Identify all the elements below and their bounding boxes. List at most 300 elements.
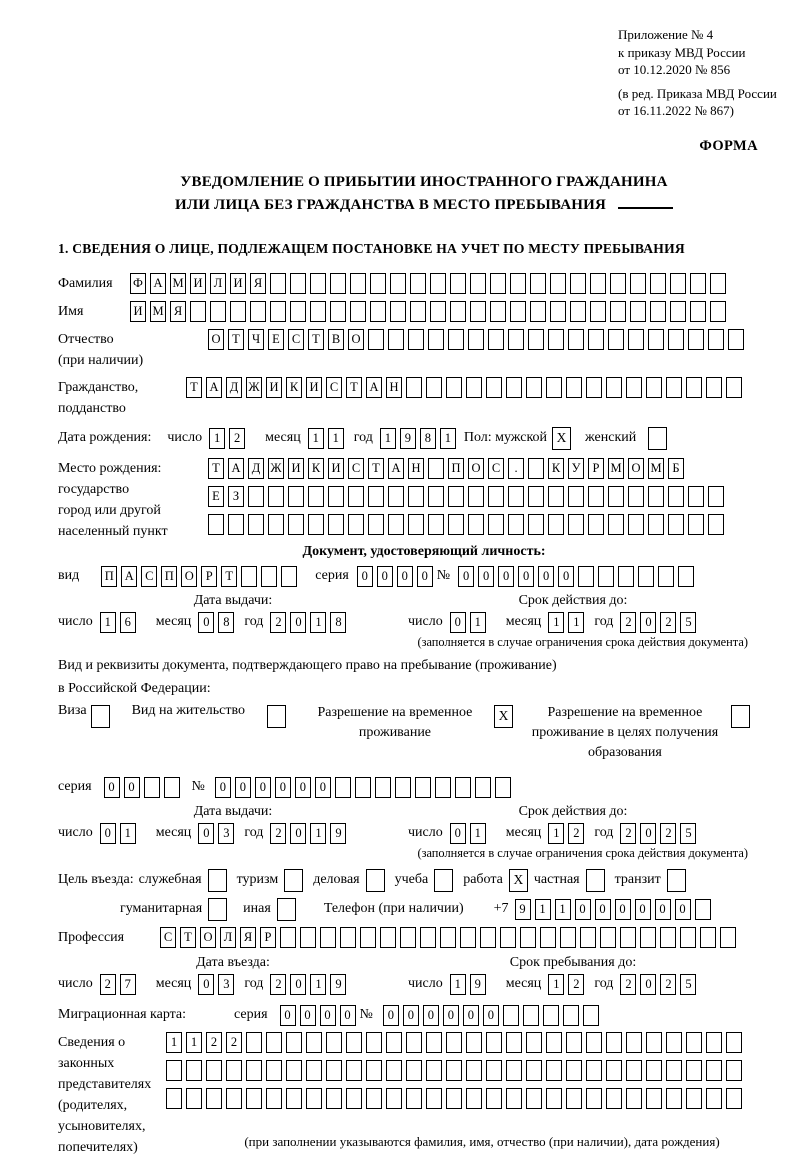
char-cell[interactable] [368, 486, 384, 507]
char-cell[interactable]: О [208, 329, 224, 350]
char-cell[interactable]: 0 [498, 566, 514, 587]
char-cell[interactable]: 0 [280, 1005, 296, 1026]
char-cell[interactable] [426, 1060, 442, 1081]
char-cell[interactable]: 1 [548, 974, 564, 995]
char-cell[interactable] [583, 1005, 599, 1026]
char-cell[interactable]: Е [268, 329, 284, 350]
char-cell[interactable] [210, 301, 226, 322]
char-cell[interactable] [650, 273, 666, 294]
char-cell[interactable] [510, 273, 526, 294]
char-cell[interactable] [506, 377, 522, 398]
char-cell[interactable]: 2 [100, 974, 116, 995]
char-cell[interactable]: 0 [357, 566, 373, 587]
char-cell[interactable] [528, 458, 544, 479]
char-cell[interactable] [281, 566, 297, 587]
char-cell[interactable]: 0 [640, 974, 656, 995]
char-cell[interactable] [340, 927, 356, 948]
char-cell[interactable] [428, 458, 444, 479]
char-cell[interactable] [208, 898, 227, 921]
char-cell[interactable] [310, 301, 326, 322]
char-cell[interactable] [626, 1060, 642, 1081]
char-cell[interactable]: 1 [310, 823, 326, 844]
char-cell[interactable]: 1 [308, 428, 324, 449]
char-cell[interactable]: 0 [478, 566, 494, 587]
char-cell[interactable]: Ч [248, 329, 264, 350]
char-cell[interactable] [370, 301, 386, 322]
char-cell[interactable] [588, 329, 604, 350]
char-cell[interactable] [680, 927, 696, 948]
char-cell[interactable] [164, 777, 180, 798]
char-cell[interactable] [646, 1088, 662, 1109]
char-cell[interactable] [428, 486, 444, 507]
char-cell[interactable] [488, 329, 504, 350]
char-cell[interactable] [246, 1088, 262, 1109]
char-cell[interactable] [690, 301, 706, 322]
char-cell[interactable] [608, 329, 624, 350]
char-cell[interactable] [566, 377, 582, 398]
char-cell[interactable] [241, 566, 257, 587]
char-cell[interactable] [350, 273, 366, 294]
char-cell[interactable] [406, 1060, 422, 1081]
char-cell[interactable] [450, 301, 466, 322]
char-cell[interactable] [284, 869, 303, 892]
char-cell[interactable]: А [206, 377, 222, 398]
char-cell[interactable] [628, 514, 644, 535]
char-cell[interactable] [186, 1088, 202, 1109]
char-cell[interactable]: 2 [270, 823, 286, 844]
char-cell[interactable]: К [548, 458, 564, 479]
char-cell[interactable] [266, 1088, 282, 1109]
char-cell[interactable] [330, 301, 346, 322]
char-cell[interactable]: А [121, 566, 137, 587]
char-cell[interactable]: 0 [215, 777, 231, 798]
char-cell[interactable]: 0 [655, 899, 671, 920]
char-cell[interactable]: 0 [377, 566, 393, 587]
char-cell[interactable] [366, 869, 385, 892]
char-cell[interactable] [406, 1032, 422, 1053]
char-cell[interactable]: Т [346, 377, 362, 398]
char-cell[interactable] [375, 777, 391, 798]
char-cell[interactable] [600, 927, 616, 948]
char-cell[interactable] [710, 301, 726, 322]
char-cell[interactable] [706, 377, 722, 398]
char-cell[interactable]: Б [668, 458, 684, 479]
char-cell[interactable] [543, 1005, 559, 1026]
char-cell[interactable]: 0 [300, 1005, 316, 1026]
char-cell[interactable]: 0 [320, 1005, 336, 1026]
char-cell[interactable]: 0 [198, 974, 214, 995]
char-cell[interactable]: Я [240, 927, 256, 948]
char-cell[interactable] [446, 1060, 462, 1081]
char-cell[interactable] [708, 486, 724, 507]
char-cell[interactable] [406, 1088, 422, 1109]
char-cell[interactable]: 2 [620, 974, 636, 995]
char-cell[interactable] [346, 1060, 362, 1081]
char-cell[interactable] [266, 1060, 282, 1081]
char-cell[interactable] [428, 329, 444, 350]
char-cell[interactable] [366, 1032, 382, 1053]
char-cell[interactable] [650, 301, 666, 322]
char-cell[interactable] [226, 1088, 242, 1109]
char-cell[interactable]: 3 [218, 823, 234, 844]
char-cell[interactable] [440, 927, 456, 948]
char-cell[interactable] [686, 377, 702, 398]
char-cell[interactable]: З [228, 486, 244, 507]
char-cell[interactable]: 8 [420, 428, 436, 449]
char-cell[interactable]: 1 [100, 612, 116, 633]
char-cell[interactable] [300, 927, 316, 948]
char-cell[interactable]: 9 [400, 428, 416, 449]
char-cell[interactable]: Ф [130, 273, 146, 294]
char-cell[interactable]: П [101, 566, 117, 587]
char-cell[interactable] [408, 329, 424, 350]
char-cell[interactable]: 9 [470, 974, 486, 995]
char-cell[interactable] [510, 301, 526, 322]
char-cell[interactable] [144, 777, 160, 798]
char-cell[interactable] [646, 1060, 662, 1081]
char-cell[interactable] [648, 514, 664, 535]
char-cell[interactable]: Я [170, 301, 186, 322]
char-cell[interactable] [208, 514, 224, 535]
char-cell[interactable] [568, 486, 584, 507]
char-cell[interactable] [390, 301, 406, 322]
char-cell[interactable] [560, 927, 576, 948]
char-cell[interactable]: Н [408, 458, 424, 479]
char-cell[interactable]: 1 [328, 428, 344, 449]
char-cell[interactable]: М [150, 301, 166, 322]
char-cell[interactable]: Д [248, 458, 264, 479]
char-cell[interactable]: X [552, 427, 571, 450]
char-cell[interactable] [495, 777, 511, 798]
char-cell[interactable] [328, 514, 344, 535]
char-cell[interactable] [370, 273, 386, 294]
char-cell[interactable] [475, 777, 491, 798]
char-cell[interactable]: О [628, 458, 644, 479]
char-cell[interactable] [426, 377, 442, 398]
char-cell[interactable] [568, 514, 584, 535]
char-cell[interactable] [586, 869, 605, 892]
char-cell[interactable] [310, 273, 326, 294]
char-cell[interactable] [448, 486, 464, 507]
char-cell[interactable] [548, 329, 564, 350]
char-cell[interactable] [598, 566, 614, 587]
char-cell[interactable] [550, 301, 566, 322]
char-cell[interactable] [267, 705, 286, 728]
char-cell[interactable]: 0 [558, 566, 574, 587]
char-cell[interactable]: 3 [218, 974, 234, 995]
char-cell[interactable]: Т [368, 458, 384, 479]
char-cell[interactable] [706, 1032, 722, 1053]
char-cell[interactable] [355, 777, 371, 798]
char-cell[interactable] [606, 1088, 622, 1109]
char-cell[interactable] [268, 486, 284, 507]
char-cell[interactable] [678, 566, 694, 587]
char-cell[interactable] [270, 273, 286, 294]
char-cell[interactable] [434, 869, 453, 892]
char-cell[interactable] [640, 927, 656, 948]
char-cell[interactable]: 0 [417, 566, 433, 587]
char-cell[interactable]: С [326, 377, 342, 398]
char-cell[interactable]: 2 [660, 612, 676, 633]
char-cell[interactable] [570, 301, 586, 322]
char-cell[interactable] [468, 329, 484, 350]
char-cell[interactable] [348, 486, 364, 507]
char-cell[interactable] [286, 1088, 302, 1109]
char-cell[interactable]: 0 [104, 777, 120, 798]
char-cell[interactable] [468, 486, 484, 507]
char-cell[interactable] [586, 1088, 602, 1109]
char-cell[interactable] [508, 486, 524, 507]
char-cell[interactable] [530, 301, 546, 322]
char-cell[interactable] [306, 1060, 322, 1081]
char-cell[interactable] [368, 329, 384, 350]
char-cell[interactable] [448, 329, 464, 350]
char-cell[interactable]: Н [386, 377, 402, 398]
char-cell[interactable]: 0 [423, 1005, 439, 1026]
char-cell[interactable] [288, 514, 304, 535]
char-cell[interactable] [580, 927, 596, 948]
char-cell[interactable]: 0 [340, 1005, 356, 1026]
char-cell[interactable]: А [366, 377, 382, 398]
char-cell[interactable] [646, 1032, 662, 1053]
char-cell[interactable]: 2 [660, 974, 676, 995]
char-cell[interactable] [667, 869, 686, 892]
char-cell[interactable] [728, 329, 744, 350]
char-cell[interactable] [326, 1032, 342, 1053]
char-cell[interactable] [366, 1060, 382, 1081]
char-cell[interactable] [626, 377, 642, 398]
char-cell[interactable]: 0 [675, 899, 691, 920]
char-cell[interactable] [435, 777, 451, 798]
char-cell[interactable] [250, 301, 266, 322]
char-cell[interactable] [588, 514, 604, 535]
char-cell[interactable]: А [228, 458, 244, 479]
char-cell[interactable]: 2 [206, 1032, 222, 1053]
char-cell[interactable] [308, 486, 324, 507]
char-cell[interactable] [208, 869, 227, 892]
char-cell[interactable] [428, 514, 444, 535]
char-cell[interactable] [166, 1060, 182, 1081]
char-cell[interactable]: С [141, 566, 157, 587]
char-cell[interactable] [228, 514, 244, 535]
char-cell[interactable]: Л [210, 273, 226, 294]
char-cell[interactable] [626, 1032, 642, 1053]
char-cell[interactable] [290, 273, 306, 294]
char-cell[interactable] [586, 1060, 602, 1081]
char-cell[interactable] [606, 377, 622, 398]
char-cell[interactable] [568, 329, 584, 350]
char-cell[interactable] [386, 1060, 402, 1081]
char-cell[interactable] [660, 927, 676, 948]
char-cell[interactable] [426, 1088, 442, 1109]
char-cell[interactable] [648, 486, 664, 507]
char-cell[interactable] [230, 301, 246, 322]
char-cell[interactable] [266, 1032, 282, 1053]
char-cell[interactable] [406, 377, 422, 398]
char-cell[interactable] [578, 566, 594, 587]
char-cell[interactable]: О [468, 458, 484, 479]
char-cell[interactable] [280, 927, 296, 948]
char-cell[interactable]: М [170, 273, 186, 294]
char-cell[interactable]: Ж [246, 377, 262, 398]
char-cell[interactable] [700, 927, 716, 948]
char-cell[interactable]: М [608, 458, 624, 479]
char-cell[interactable]: А [150, 273, 166, 294]
char-cell[interactable] [566, 1060, 582, 1081]
char-cell[interactable] [638, 566, 654, 587]
char-cell[interactable] [606, 1060, 622, 1081]
char-cell[interactable] [226, 1060, 242, 1081]
char-cell[interactable]: 0 [290, 612, 306, 633]
char-cell[interactable]: Т [180, 927, 196, 948]
char-cell[interactable]: Е [208, 486, 224, 507]
char-cell[interactable] [490, 301, 506, 322]
char-cell[interactable] [546, 1060, 562, 1081]
char-cell[interactable]: Т [186, 377, 202, 398]
char-cell[interactable] [466, 1032, 482, 1053]
char-cell[interactable]: С [348, 458, 364, 479]
char-cell[interactable] [277, 898, 296, 921]
char-cell[interactable]: 2 [568, 823, 584, 844]
char-cell[interactable] [708, 514, 724, 535]
char-cell[interactable]: Т [208, 458, 224, 479]
char-cell[interactable] [470, 301, 486, 322]
char-cell[interactable]: С [488, 458, 504, 479]
char-cell[interactable] [610, 301, 626, 322]
char-cell[interactable] [500, 927, 516, 948]
char-cell[interactable] [506, 1060, 522, 1081]
char-cell[interactable]: 0 [450, 823, 466, 844]
char-cell[interactable]: 0 [198, 823, 214, 844]
char-cell[interactable]: 0 [100, 823, 116, 844]
char-cell[interactable]: 0 [575, 899, 591, 920]
char-cell[interactable] [466, 1088, 482, 1109]
char-cell[interactable] [706, 1088, 722, 1109]
char-cell[interactable] [628, 486, 644, 507]
char-cell[interactable] [408, 486, 424, 507]
char-cell[interactable]: 5 [680, 823, 696, 844]
char-cell[interactable] [335, 777, 351, 798]
char-cell[interactable] [390, 273, 406, 294]
char-cell[interactable] [686, 1060, 702, 1081]
char-cell[interactable] [426, 1032, 442, 1053]
char-cell[interactable] [666, 1032, 682, 1053]
char-cell[interactable]: 9 [330, 974, 346, 995]
char-cell[interactable] [528, 329, 544, 350]
char-cell[interactable] [686, 1032, 702, 1053]
char-cell[interactable] [726, 1060, 742, 1081]
char-cell[interactable] [506, 1032, 522, 1053]
char-cell[interactable] [720, 927, 736, 948]
char-cell[interactable]: 0 [483, 1005, 499, 1026]
char-cell[interactable] [326, 1088, 342, 1109]
char-cell[interactable] [563, 1005, 579, 1026]
char-cell[interactable]: И [266, 377, 282, 398]
char-cell[interactable] [446, 1088, 462, 1109]
char-cell[interactable]: С [288, 329, 304, 350]
char-cell[interactable] [668, 486, 684, 507]
char-cell[interactable]: 1 [548, 612, 564, 633]
char-cell[interactable] [646, 377, 662, 398]
char-cell[interactable]: 6 [120, 612, 136, 633]
char-cell[interactable] [466, 377, 482, 398]
char-cell[interactable]: Р [201, 566, 217, 587]
char-cell[interactable] [346, 1032, 362, 1053]
char-cell[interactable] [546, 1032, 562, 1053]
char-cell[interactable] [586, 1032, 602, 1053]
char-cell[interactable]: 2 [568, 974, 584, 995]
char-cell[interactable]: 0 [315, 777, 331, 798]
char-cell[interactable] [628, 329, 644, 350]
char-cell[interactable] [386, 1088, 402, 1109]
char-cell[interactable] [566, 1032, 582, 1053]
char-cell[interactable] [248, 486, 264, 507]
char-cell[interactable] [686, 1088, 702, 1109]
char-cell[interactable]: 9 [515, 899, 531, 920]
char-cell[interactable] [395, 777, 411, 798]
char-cell[interactable]: 2 [620, 823, 636, 844]
char-cell[interactable] [670, 301, 686, 322]
char-cell[interactable] [540, 927, 556, 948]
char-cell[interactable]: О [181, 566, 197, 587]
char-cell[interactable] [488, 514, 504, 535]
char-cell[interactable] [590, 301, 606, 322]
char-cell[interactable] [526, 377, 542, 398]
char-cell[interactable]: Р [260, 927, 276, 948]
char-cell[interactable] [630, 273, 646, 294]
char-cell[interactable] [523, 1005, 539, 1026]
char-cell[interactable] [450, 273, 466, 294]
char-cell[interactable] [91, 705, 110, 728]
char-cell[interactable] [190, 301, 206, 322]
char-cell[interactable]: 0 [450, 612, 466, 633]
char-cell[interactable]: 1 [310, 974, 326, 995]
char-cell[interactable] [626, 1088, 642, 1109]
char-cell[interactable]: 0 [255, 777, 271, 798]
char-cell[interactable] [286, 1032, 302, 1053]
char-cell[interactable]: 2 [226, 1032, 242, 1053]
char-cell[interactable] [530, 273, 546, 294]
char-cell[interactable]: 1 [380, 428, 396, 449]
char-cell[interactable] [606, 1032, 622, 1053]
char-cell[interactable]: И [230, 273, 246, 294]
char-cell[interactable] [610, 273, 626, 294]
char-cell[interactable] [326, 1060, 342, 1081]
char-cell[interactable]: И [130, 301, 146, 322]
char-cell[interactable]: 0 [403, 1005, 419, 1026]
char-cell[interactable] [388, 329, 404, 350]
char-cell[interactable]: 0 [290, 974, 306, 995]
char-cell[interactable]: И [190, 273, 206, 294]
char-cell[interactable] [690, 273, 706, 294]
char-cell[interactable] [586, 377, 602, 398]
char-cell[interactable] [608, 486, 624, 507]
char-cell[interactable]: И [306, 377, 322, 398]
char-cell[interactable]: 2 [270, 612, 286, 633]
char-cell[interactable]: 0 [640, 612, 656, 633]
char-cell[interactable] [346, 1088, 362, 1109]
char-cell[interactable] [526, 1088, 542, 1109]
char-cell[interactable]: Р [588, 458, 604, 479]
char-cell[interactable] [246, 1032, 262, 1053]
char-cell[interactable]: 1 [470, 823, 486, 844]
char-cell[interactable] [546, 1088, 562, 1109]
char-cell[interactable]: 9 [330, 823, 346, 844]
char-cell[interactable] [415, 777, 431, 798]
char-cell[interactable] [455, 777, 471, 798]
char-cell[interactable] [731, 705, 750, 728]
char-cell[interactable]: 7 [120, 974, 136, 995]
